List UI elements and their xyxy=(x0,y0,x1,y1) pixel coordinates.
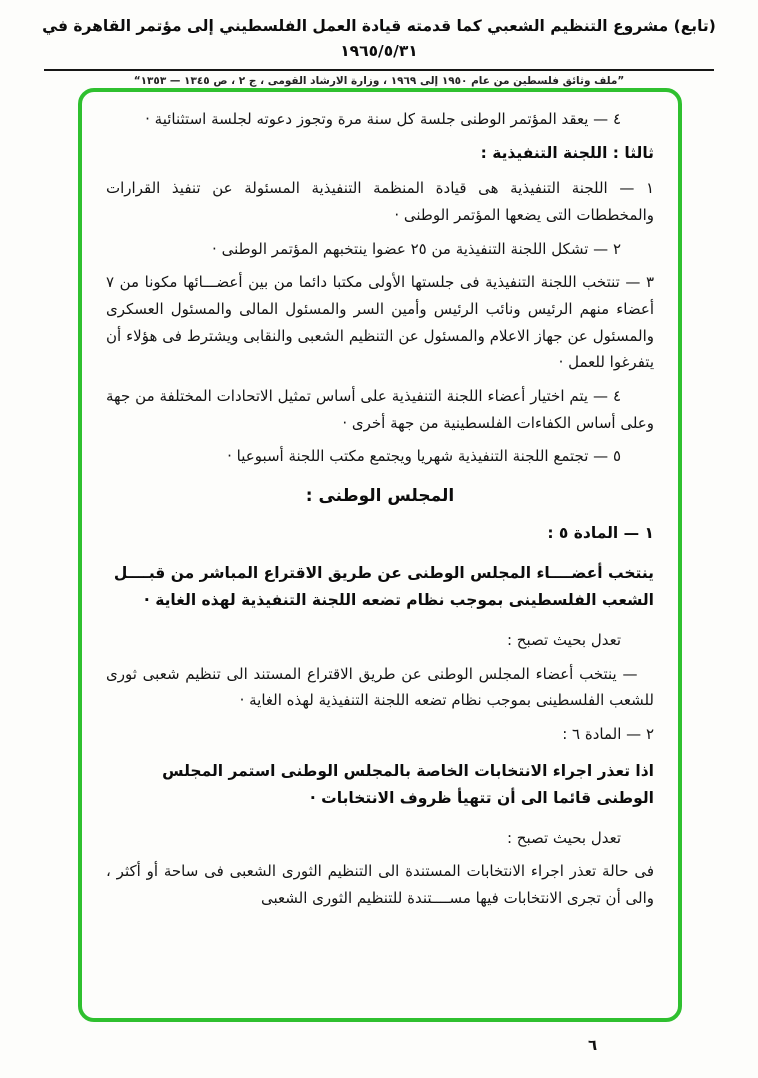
section-heading: ثالثا : اللجنة التنفيذية : xyxy=(480,143,654,162)
body-paragraph: ١ — اللجنة التنفيذية هى قيادة المنظمة التنفيذية المسئولة عن تنفيذ القرارات والمخططات التى يضعها المؤتمر الوطنى · xyxy=(106,179,654,224)
article-heading: اذا تعذر اجراء الانتخابات الخاصة بالمجلس الوطنى استمر المجلس الوطنى قائما الى أن تتهيأ ظروف الانتخابات · xyxy=(162,761,654,808)
amendment-label: — ينتخب أعضاء المجلس الوطنى عن طريق الاقتراع المستند الى تنظيم شعبى ثورى للشعب الفلسطينى بموجب نظام تضعه اللجنة التنفيذية لهذه الغاية · xyxy=(106,664,654,710)
body-paragraph: ٤ — يتم اختيار أعضاء اللجنة التنفيذية على أساس تمثيل الاتحادات المختلفة من جهة وعلى أساس الكفاءات الفلسطينية من جهة أخرى · xyxy=(106,387,654,432)
article-heading: ينتخب أعضــــاء المجلس الوطنى عن طريق الاقتراع المباشر من قبــــل الشعب الفلسطينى بموجب نظام تضعه اللجنة التنفيذية لهذه الغاية · xyxy=(113,563,654,610)
section-heading: ١ — المادة ٥ : xyxy=(547,524,654,543)
document-source-citation: ”ملف وثائق فلسطين من عام ١٩٥٠ إلى ١٩٦٩ ، وزارة الارشاد القومى ، ج ٢ ، ص ١٣٤٥ — ١٣٥٣“ xyxy=(133,74,625,87)
body-paragraph: ٤ — يعقد المؤتمر الوطنى جلسة كل سنة مرة وتجوز دعوته لجلسة استثنائية · xyxy=(145,110,621,128)
page-number: ٦ xyxy=(588,1036,598,1054)
body-paragraph: ٢ — تشكل اللجنة التنفيذية من ٢٥ عضوا ينتخبهم المؤتمر الوطنى · xyxy=(212,239,621,258)
document-title: (تابع) مشروع التنظيم الشعبي كما قدمته قيادة العمل الفلسطيني إلى مؤتمر القاهرة في ١٩٦٥/٥/٣١ xyxy=(42,17,716,60)
body-paragraph: ٥ — تجتمع اللجنة التنفيذية شهريا ويجتمع مكتب اللجنة أسبوعيا · xyxy=(227,447,621,466)
document-frame xyxy=(78,88,682,1022)
amendment-label: فى حالة تعذر اجراء الانتخابات المستندة الى التنظيم الثورى الشعبى فى ساحة أو أكثر ، والى أن تجرى الانتخابات فيها مســــتندة للتنظيم الثورى الشعبى xyxy=(106,862,654,908)
body-paragraph: تعدل بحيث تصبح : xyxy=(506,630,621,649)
header-divider xyxy=(44,69,714,71)
page-header xyxy=(38,14,720,87)
body-paragraph: تعدل بحيث تصبح : xyxy=(506,828,621,847)
body-paragraph: ٢ — المادة ٦ : xyxy=(562,724,654,743)
chapter-heading: المجلس الوطنى : xyxy=(305,486,455,507)
body-paragraph: ٣ — تنتخب اللجنة التنفيذية فى جلستها الأولى مكتبا دائما من بين أعضـــائها مكونا من ٧ أعضاء منهم الرئيس ونائب الرئيس وأمين السر والمسئول المالى والمسئول العسكرى والمسئول عن جهاز الاعلام والمسئول عن التنظيم الشعبى والنقابى ويشترط فى هؤلاء أن يتفرغوا للعمل · xyxy=(106,273,654,372)
